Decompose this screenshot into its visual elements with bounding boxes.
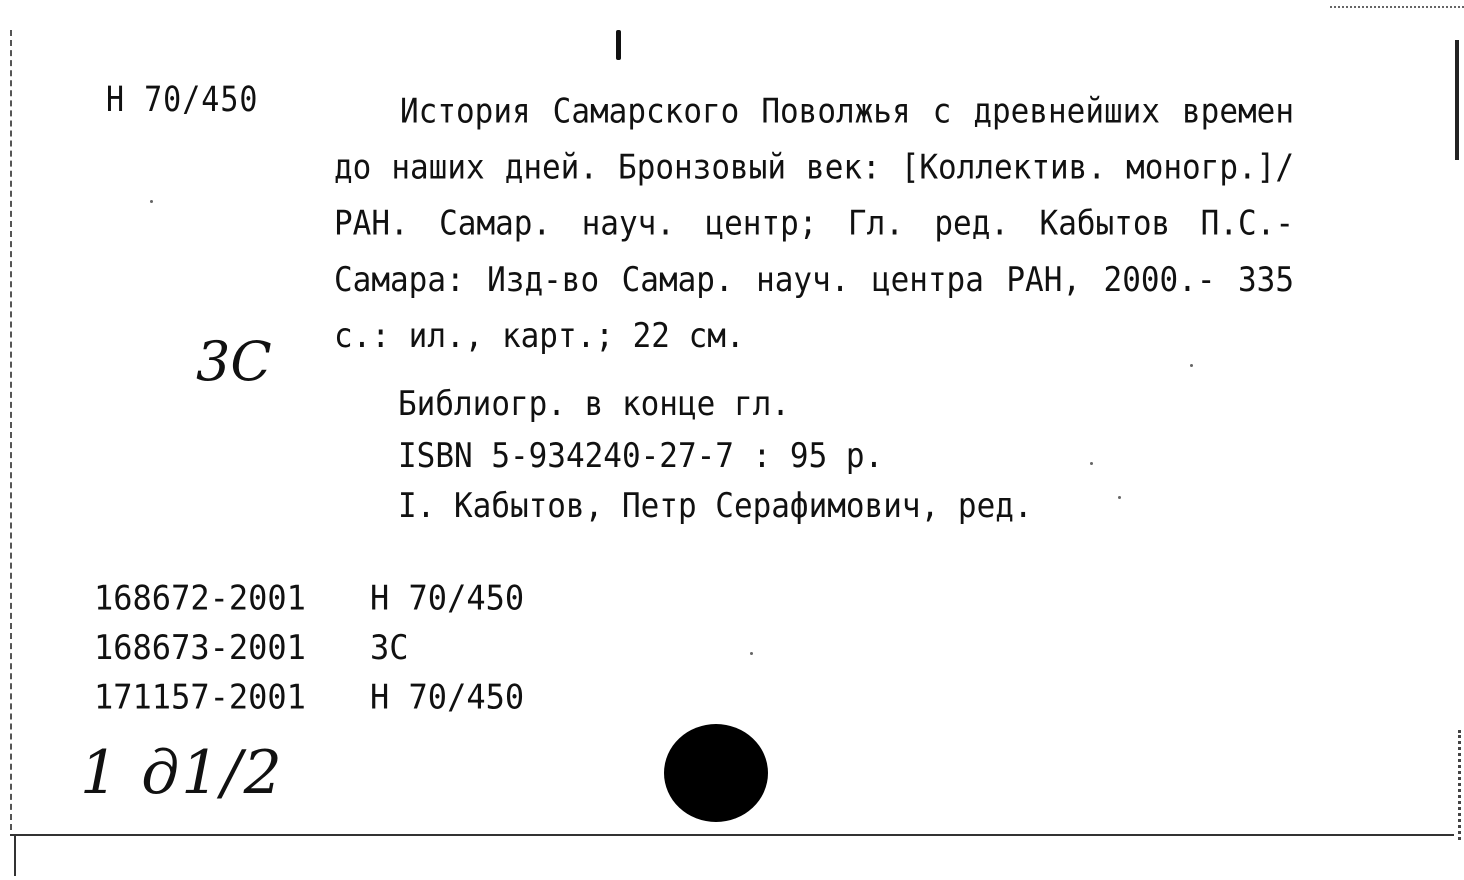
inventory-number: 171157-2001 xyxy=(94,676,306,717)
holding-location: ЗС xyxy=(370,627,409,668)
holding-location: Н 70/450 xyxy=(370,676,525,717)
shelfmark: Н 70/450 xyxy=(106,80,259,121)
ink-tick-mark xyxy=(616,30,621,60)
holdings-list xyxy=(94,574,524,722)
holding-location: Н 70/450 xyxy=(370,578,525,619)
card-top-edge xyxy=(1330,6,1464,8)
inventory-number: 168673-2001 xyxy=(94,627,306,668)
bibliography-note: Библиогр. в конце гл. xyxy=(398,384,790,424)
card-bottom-edge xyxy=(10,834,1454,836)
inventory-number: 168672-2001 xyxy=(94,578,306,619)
scan-speck xyxy=(1190,364,1193,367)
scan-speck xyxy=(1090,462,1093,465)
scan-speck xyxy=(1118,496,1121,499)
bibliographic-entry: История Самарского Поволжья с древнейших времен до наших дней. Бронзовый век: [Коллектив. моногр.]/ РАН. Самар. науч. центр; Гл. ред. Кабытов П.С.- Самара: Изд-во Самар. науч. центра РАН, 2000.- 335 с.: ил., карт.; 22 см. xyxy=(334,91,1294,356)
card-left-edge xyxy=(10,30,15,830)
handwritten-count-note: 1 д1/2 xyxy=(80,738,284,808)
isbn-price-note: ISBN 5-934240-27-7 : 95 р. xyxy=(398,436,884,476)
holding-row xyxy=(94,574,524,623)
holding-row xyxy=(94,673,524,722)
added-entry-note: I. Кабытов, Петр Серафимович, ред. xyxy=(398,486,1033,526)
card-right-edge xyxy=(1455,40,1459,160)
card-bottom-left-edge xyxy=(14,836,16,876)
handwritten-location-mark: 3С xyxy=(196,330,272,393)
scan-speck xyxy=(750,652,753,655)
scan-speck xyxy=(150,200,153,203)
punch-hole xyxy=(664,724,768,822)
holding-row xyxy=(94,623,524,672)
card-right-edge-lower xyxy=(1458,730,1461,840)
